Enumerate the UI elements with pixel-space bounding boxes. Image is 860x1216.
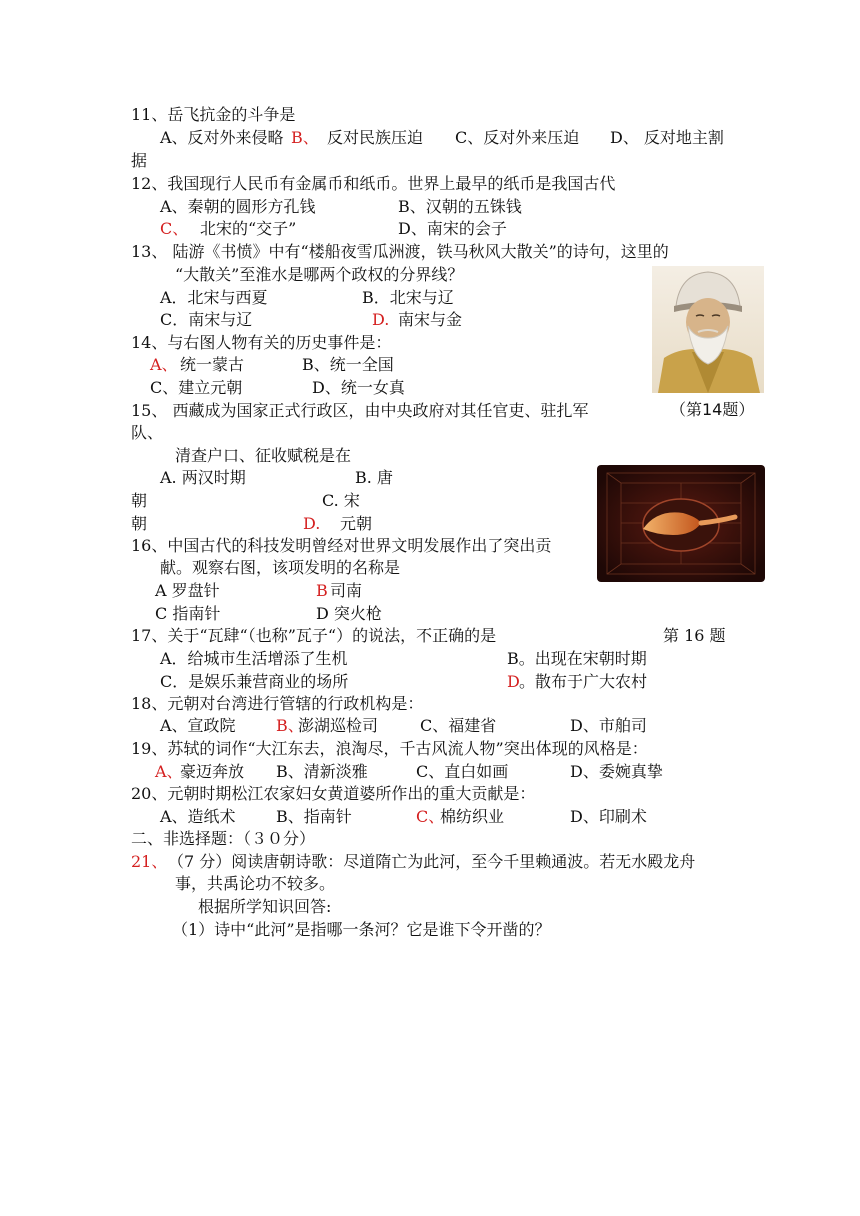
q21-number: 21、	[131, 852, 168, 871]
q19-stem: 19、苏轼的词作“大江东去，浪淘尽，千古风流人物”突出体现的风格是：	[131, 739, 648, 758]
q20-option-d: D、印刷术	[570, 807, 647, 826]
q16-option-c: C 指南针	[155, 604, 221, 623]
sinan-compass-image	[597, 465, 765, 582]
q15-option-d-letter: D.	[303, 514, 321, 533]
q12-option-c: 北宋的“交子”	[200, 219, 297, 238]
q21-stem-line2: 事，共禹论功不较多。	[175, 874, 336, 893]
q12-option-a: A、秦朝的圆形方孔钱	[160, 197, 316, 216]
q21-subquestion-1: （1）诗中“此河”是指哪一条河？它是谁下令开凿的？	[172, 920, 551, 939]
q16-stem-line2: 献。观察右图，该项发明的名称是	[160, 558, 401, 577]
q21-stem: （7 分）阅读唐朝诗歌：尽道隋亡为此河，至今千里赖通波。若无水殿龙舟	[168, 852, 696, 871]
q11-option-c: C、反对外来压迫	[455, 128, 580, 147]
q16-stem: 16、中国古代的科技发明曾经对世界文明发展作出了突出贡	[131, 536, 552, 555]
q17-option-b: B。出现在宋朝时期	[507, 649, 647, 668]
q11-option-d: D、 反对地主割	[610, 128, 724, 147]
q16-option-a: A 罗盘针	[155, 581, 220, 600]
q20-option-c: 棉纺织业	[440, 807, 505, 826]
q12-option-d: D、南宋的会子	[398, 219, 507, 238]
q16-figure-caption: 第 16 题	[663, 626, 726, 645]
q12-stem: 12、我国现行人民币有金属币和纸币。世界上最早的纸币是我国古代	[131, 174, 616, 193]
q17-option-a: A．给城市生活增添了生机	[160, 649, 348, 668]
q15-option-d: 元朝	[340, 514, 373, 533]
q18-option-b-letter: B、	[276, 716, 304, 735]
q19-option-a: 豪迈奔放	[180, 762, 245, 781]
q14-option-a: 统一蒙古	[180, 355, 245, 374]
q20-option-c-letter: C、	[416, 807, 445, 826]
q17-option-d-letter: D	[507, 672, 520, 691]
q18-stem: 18、元朝对台湾进行管辖的行政机构是：	[131, 694, 424, 713]
q14-stem: 14、与右图人物有关的历史事件是：	[131, 333, 392, 352]
q13-option-d-letter: D.	[372, 310, 390, 329]
q14-option-d: D、统一女真	[312, 378, 405, 397]
q11-option-d-wrap: 据	[131, 151, 148, 170]
q20-option-b: B、指南针	[276, 807, 352, 826]
q17-option-d: 。散布于广大农村	[519, 672, 648, 691]
q13-option-d: 南宋与金	[398, 310, 463, 329]
q17-option-c: C．是娱乐兼营商业的场所	[160, 672, 349, 691]
q14-figure-caption: （第14题）	[670, 400, 755, 419]
q11-option-b-letter: B、	[291, 128, 319, 147]
q12-option-b: B、汉朝的五铢钱	[398, 197, 522, 216]
q15-option-b: B. 唐	[355, 468, 393, 487]
q20-stem: 20、元朝时期松江农家妇女黄道婆所作出的重大贡献是：	[131, 784, 536, 803]
q15-stem-wrap: 队、	[131, 423, 164, 442]
q11-option-a: A、反对外来侵略	[160, 128, 284, 147]
q16-option-d: D 突火枪	[316, 604, 382, 623]
genghis-khan-portrait-image	[652, 266, 764, 393]
q13-stem: 13、 陆游《书愤》中有“楼船夜雪瓜洲渡，铁马秋风大散关”的诗句，这里的	[131, 242, 669, 261]
q13-option-b: B．北宋与辽	[362, 288, 454, 307]
q15-stem-line2: 清查户口、征收赋税是在	[175, 446, 352, 465]
q15-stem: 15、 西藏成为国家正式行政区，由中央政府对其任官吏、驻扎军	[131, 401, 589, 420]
q11-stem: 11、岳飞抗金的斗争是	[131, 105, 296, 124]
q14-option-c: C、建立元朝	[150, 378, 243, 397]
q19-option-c: C、直白如画	[416, 762, 509, 781]
q15-option-b-wrap: 朝	[131, 491, 148, 510]
q16-option-b: 司南	[330, 581, 363, 600]
q11-option-b: 反对民族压迫	[327, 128, 424, 147]
q13-option-a: A．北宋与西夏	[160, 288, 268, 307]
q16-option-b-letter: B	[316, 581, 328, 600]
q15-option-c: C. 宋	[322, 491, 360, 510]
q19-option-d: D、委婉真挚	[570, 762, 663, 781]
q21-prompt: 根据所学知识回答:	[198, 897, 332, 916]
q18-option-b: 澎湖巡检司	[298, 716, 379, 735]
q19-option-a-letter: A、	[155, 762, 183, 781]
q13-stem-line2: “大散关”至淮水是哪两个政权的分界线？	[175, 265, 464, 284]
q12-option-c-letter: C、	[160, 219, 189, 238]
q20-option-a: A、造纸术	[160, 807, 236, 826]
q15-option-c-wrap: 朝	[131, 514, 148, 533]
q19-option-b: B、清新淡雅	[276, 762, 368, 781]
q18-option-c: C、福建省	[420, 716, 497, 735]
q17-stem: 17、关于“瓦肆“（也称”瓦子“）的说法，不正确的是	[131, 626, 497, 645]
q18-option-d: D、市舶司	[570, 716, 647, 735]
q14-option-b: B、统一全国	[302, 355, 394, 374]
section-two-title: 二、非选择题：（３０分）	[131, 829, 316, 848]
q14-option-a-letter: A、	[150, 355, 178, 374]
q15-option-a: A. 两汉时期	[160, 468, 246, 487]
q13-option-c: C．南宋与辽	[160, 310, 253, 329]
q18-option-a: A、宣政院	[160, 716, 236, 735]
